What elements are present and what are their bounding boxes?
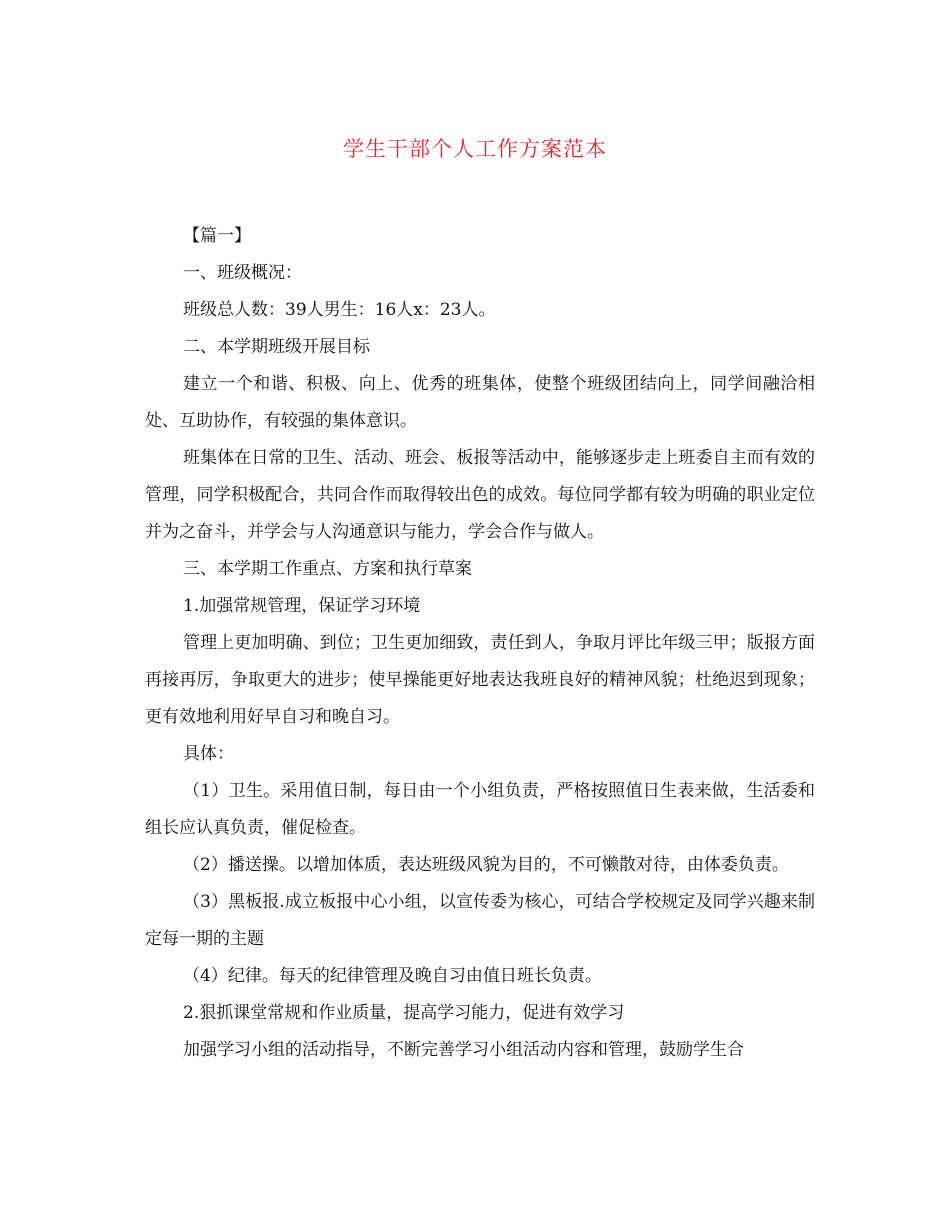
list-item: （1）卫生。采用值日制，每日由一个小组负责，严格按照值日生表来做，生活委和组长应认真负责，催促检查。 <box>145 781 815 838</box>
list-item: （4）纪律。每天的纪律管理及晚自习由值日班长负责。 <box>183 966 602 986</box>
section-heading: 【篇一】 <box>183 226 251 246</box>
body-paragraph: 管理上更加明确、到位；卫生更加细致，责任到人，争取月评比年级三甲；版报方面再接再厉，争取更大的进步；使早操能更好地表达我班良好的精神风貌；杜绝迟到现象；更有效地利用好早自习和晚自习。 <box>145 633 815 727</box>
subsection-heading: 2.狠抓课堂常规和作业质量，提高学习能力，促进有效学习 <box>183 1003 625 1023</box>
body-paragraph: 加强学习小组的活动指导，不断完善学习小组活动内容和管理，鼓励学生合 <box>183 1040 744 1060</box>
subsection-heading: 1.加强常规管理，保证学习环境 <box>183 596 421 616</box>
body-paragraph: 班集体在日常的卫生、活动、班会、板报等活动中，能够逐步走上班委自主而有效的管理，同学积极配合，共同合作而取得较出色的成效。每位同学都有较为明确的职业定位并为之奋斗，并学会与人沟通意识与能力，学会合作与做人。 <box>145 448 815 542</box>
list-item: （3）黑板报.成立板报中心小组，以宣传委为核心，可结合学校规定及同学兴趣来制定每一期的主题 <box>145 892 815 949</box>
document-title: 学生干部个人工作方案范本 <box>343 137 607 161</box>
section-heading: 一、班级概况： <box>183 263 302 283</box>
section-heading: 二、本学期班级开展目标 <box>183 337 370 357</box>
body-paragraph: 班级总人数：39人男生：16人x：23人。 <box>183 300 496 320</box>
section-heading: 三、本学期工作重点、方案和执行草案 <box>183 559 472 579</box>
body-paragraph: 建立一个和谐、积极、向上、优秀的班集体，使整个班级团结向上，同学间融洽相处、互助协作，有较强的集体意识。 <box>145 374 815 431</box>
document-body <box>145 218 815 1069</box>
body-paragraph: 具体： <box>183 744 234 764</box>
list-item: （2）播送操。以增加体质，表达班级风貌为目的，不可懒散对待，由体委负责。 <box>183 855 789 875</box>
